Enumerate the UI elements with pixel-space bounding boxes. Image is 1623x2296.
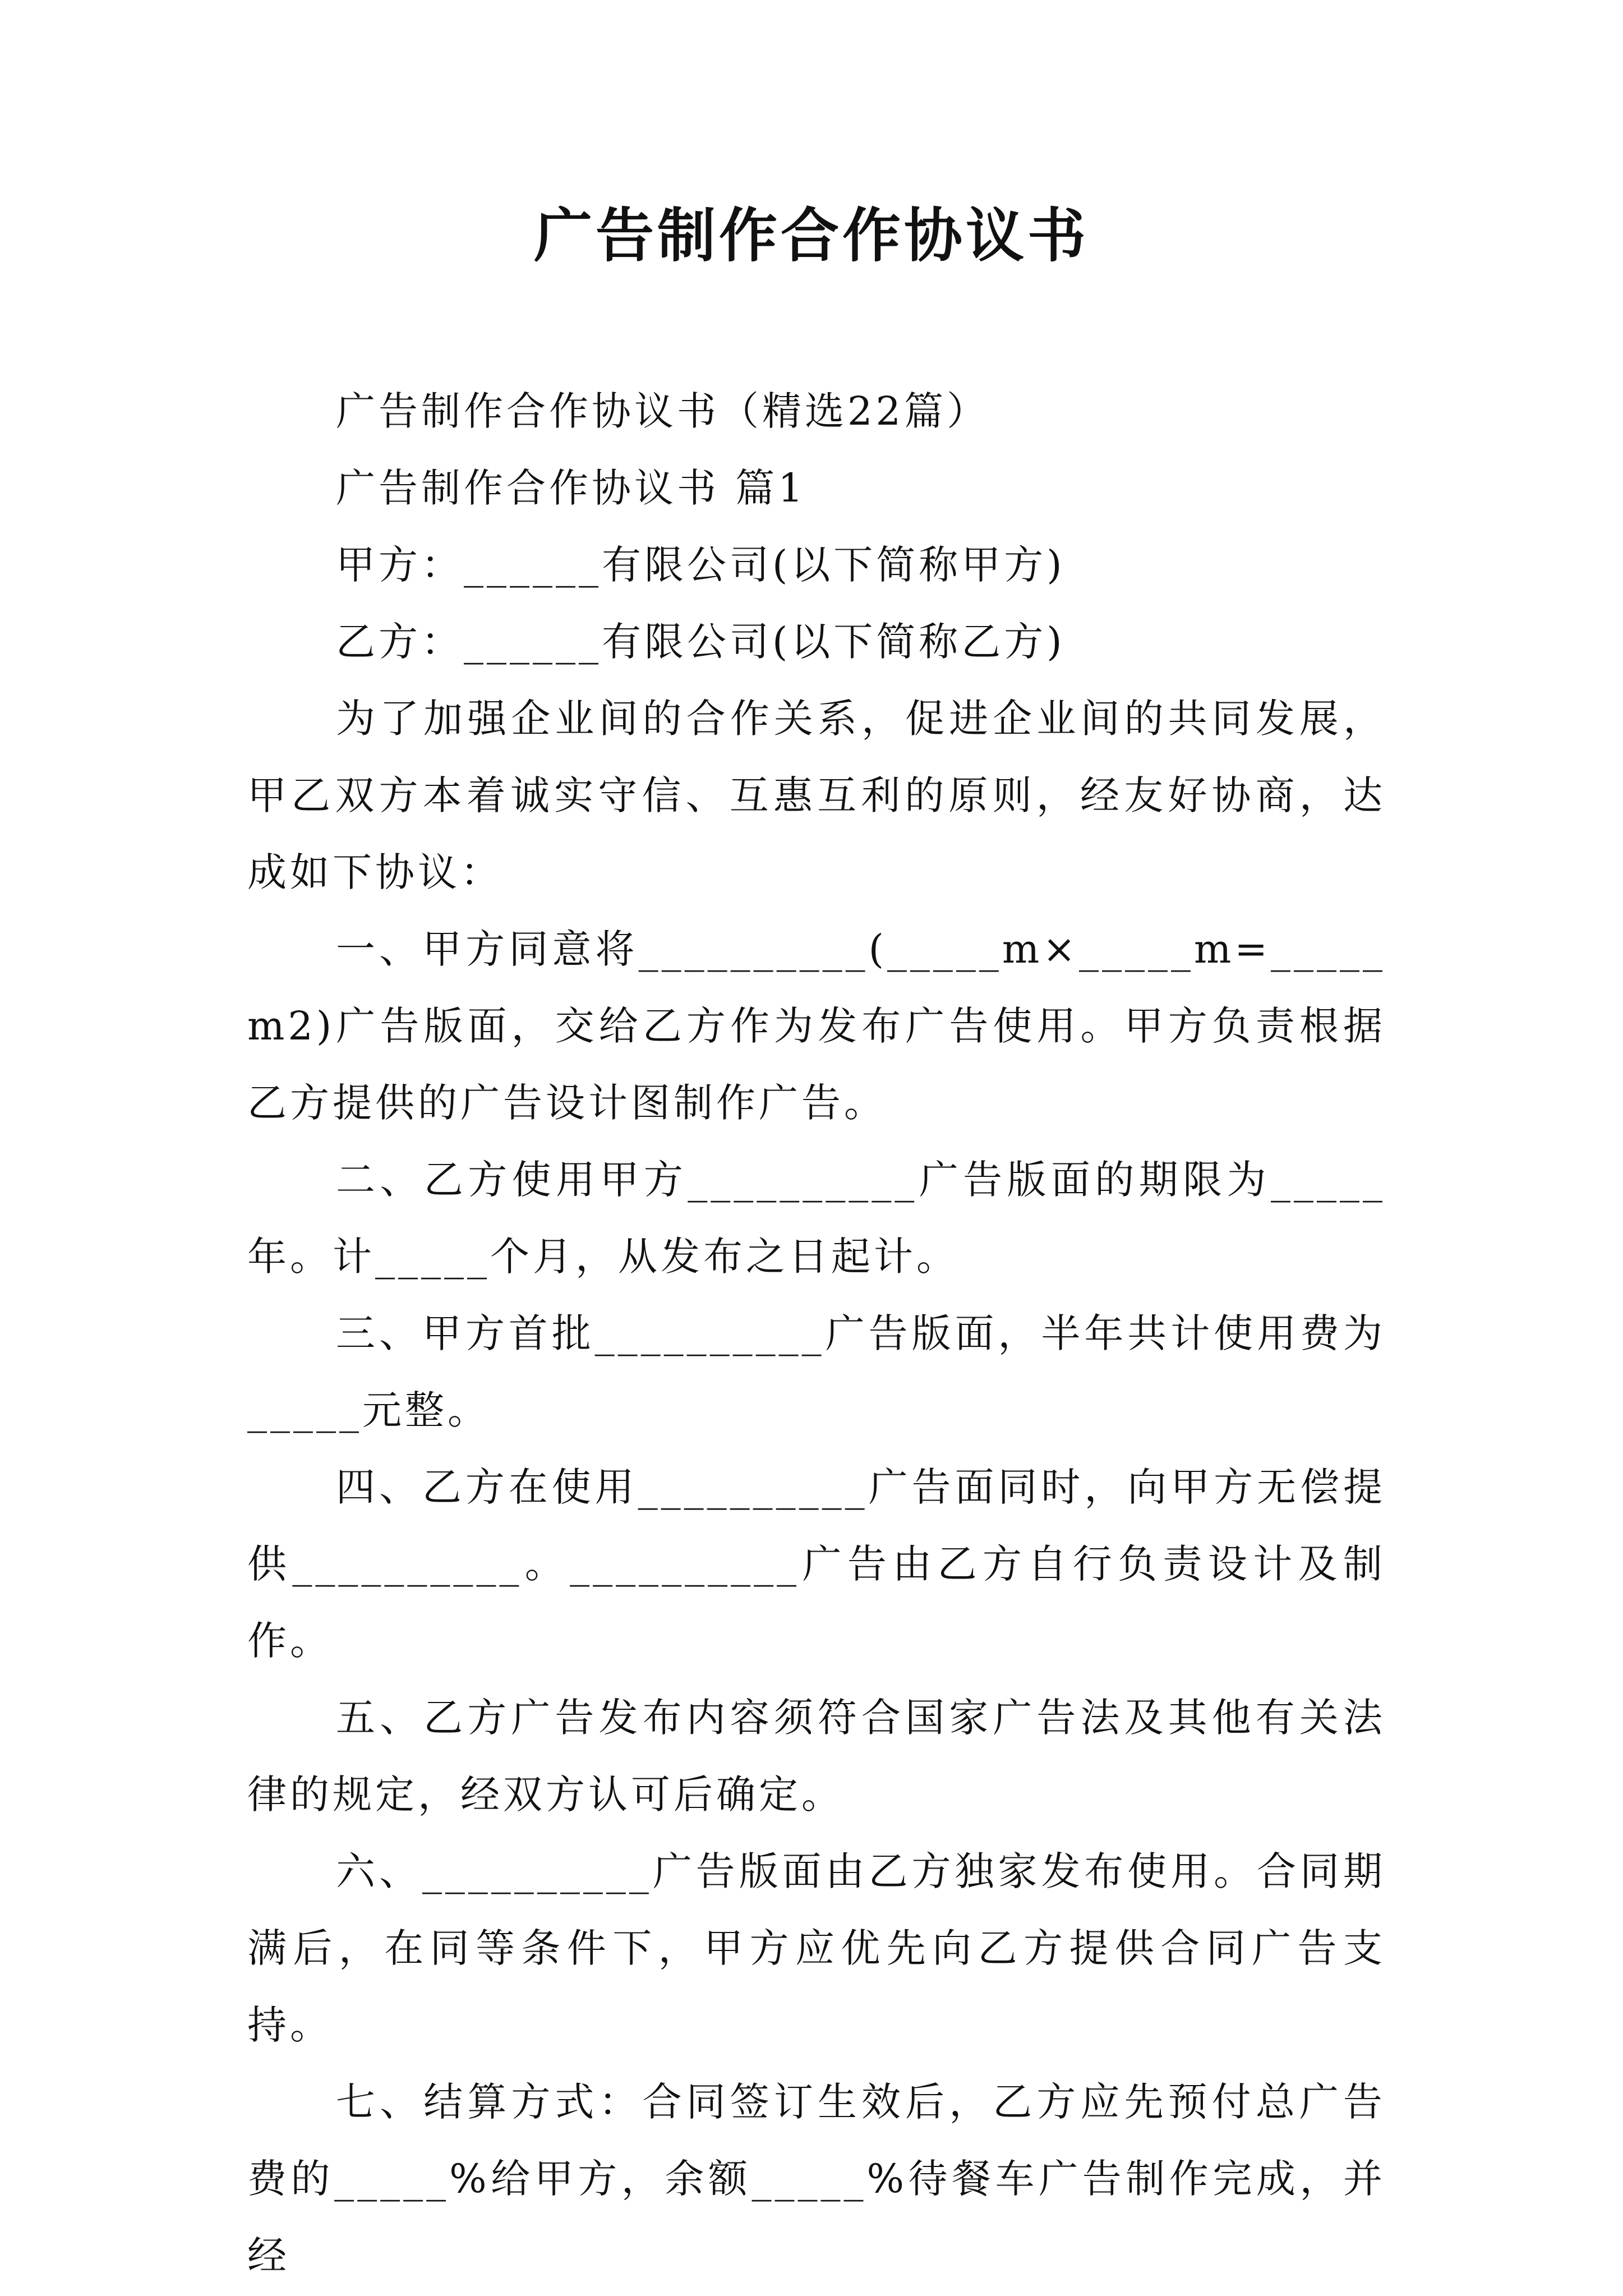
section-heading: 广告制作合作协议书 篇1 xyxy=(336,465,806,511)
clause-4: 四、乙方在使用__________广告面同时，向甲方无偿提供__________。__________广告由乙方自行负责设计及制作。 xyxy=(247,1464,1386,1664)
clause-6: 六、__________广告版面由乙方独家发布使用。合同期满后，在同等条件下，甲方应优先向乙方提供合同广告支持。 xyxy=(247,1848,1386,2048)
subtitle-line: 广告制作合作协议书（精选22篇） xyxy=(336,388,990,434)
document-title: 广告制作合作协议书 xyxy=(533,201,1089,270)
clause-5: 五、乙方广告发布内容须符合国家广告法及其他有关法律的规定，经双方认可后确定。 xyxy=(247,1695,1386,1818)
clause-2: 二、乙方使用甲方__________广告版面的期限为_____年。计_____个月，从发布之日起计。 xyxy=(247,1157,1386,1280)
party-a-line: 甲方：______有限公司(以下简称甲方) xyxy=(336,542,1066,588)
preamble-paragraph: 为了加强企业间的合作关系，促进企业间的共同发展，甲乙双方本着诚实守信、互惠互利的原则，经友好协商，达成如下协议： xyxy=(247,696,1386,895)
clause-1: 一、甲方同意将__________(_____m×_____m=_____m2)广告版面，交给乙方作为发布广告使用。甲方负责根据乙方提供的广告设计图制作广告。 xyxy=(247,926,1386,1126)
clause-7: 七、结算方式：合同签订生效后，乙方应先预付总广告费的_____%给甲方，余额_____%待餐车广告制作完成，并经 xyxy=(247,2079,1386,2279)
document-body xyxy=(247,373,1386,2294)
clause-3: 三、甲方首批__________广告版面，半年共计使用费为_____元整。 xyxy=(247,1310,1386,1433)
party-b-line: 乙方：______有限公司(以下简称乙方) xyxy=(336,619,1066,665)
